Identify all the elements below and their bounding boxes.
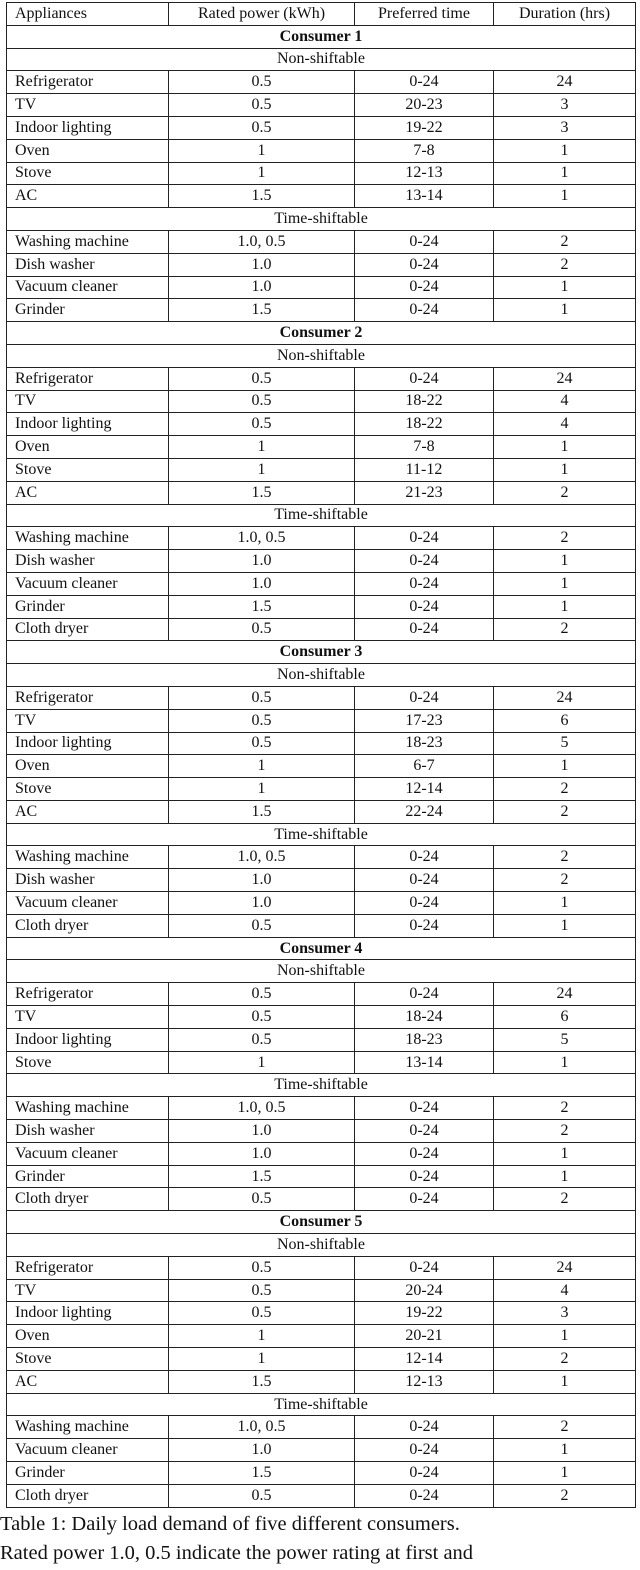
rated-power-cell: 0.5 [169, 1279, 355, 1302]
table-row [7, 869, 636, 892]
appliance-cell: Grinder [7, 1165, 169, 1188]
appliance-cell: TV [7, 1279, 169, 1302]
duration-cell: 1 [494, 162, 636, 185]
appliance-cell: Cloth dryer [7, 1188, 169, 1211]
table-row [7, 755, 636, 778]
appliance-cell: Washing machine [7, 846, 169, 869]
appliance-cell: Stove [7, 1051, 169, 1074]
appliance-cell: Cloth dryer [7, 618, 169, 641]
rated-power-cell: 1 [169, 139, 355, 162]
group-row [7, 208, 636, 231]
duration-cell: 3 [494, 94, 636, 117]
rated-power-cell: 1.5 [169, 1165, 355, 1188]
preferred-time-cell: 17-23 [355, 709, 494, 732]
group-row [7, 960, 636, 983]
preferred-time-cell: 20-23 [355, 94, 494, 117]
table-row [7, 800, 636, 823]
rated-power-cell: 1.0, 0.5 [169, 846, 355, 869]
preferred-time-cell: 18-23 [355, 732, 494, 755]
duration-cell: 3 [494, 116, 636, 139]
appliance-cell: AC [7, 800, 169, 823]
table-row [7, 709, 636, 732]
rated-power-cell: 1.0 [169, 869, 355, 892]
rated-power-cell: 1.5 [169, 185, 355, 208]
duration-cell: 24 [494, 1256, 636, 1279]
appliance-cell: Indoor lighting [7, 413, 169, 436]
duration-cell: 2 [494, 481, 636, 504]
preferred-time-cell: 0-24 [355, 230, 494, 253]
preferred-time-cell: 13-14 [355, 1051, 494, 1074]
preferred-time-cell: 0-24 [355, 550, 494, 573]
consumer-row [7, 641, 636, 664]
consumer-title: Consumer 5 [7, 1211, 636, 1234]
appliance-cell: AC [7, 185, 169, 208]
table-row [7, 618, 636, 641]
table-row [7, 595, 636, 618]
duration-cell: 4 [494, 390, 636, 413]
preferred-time-cell: 0-24 [355, 1097, 494, 1120]
preferred-time-cell: 0-24 [355, 1484, 494, 1507]
appliance-cell: Refrigerator [7, 367, 169, 390]
appliance-cell: Refrigerator [7, 71, 169, 94]
group-label: Non-shiftable [7, 960, 636, 983]
duration-cell: 1 [494, 1051, 636, 1074]
group-label: Time-shiftable [7, 1074, 636, 1097]
rated-power-cell: 0.5 [169, 1302, 355, 1325]
appliance-cell: Stove [7, 458, 169, 481]
consumer-row [7, 322, 636, 345]
duration-cell: 6 [494, 709, 636, 732]
appliance-cell: TV [7, 1006, 169, 1029]
table-row [7, 527, 636, 550]
duration-cell: 6 [494, 1006, 636, 1029]
duration-cell: 2 [494, 1348, 636, 1371]
appliance-cell: Cloth dryer [7, 914, 169, 937]
preferred-time-cell: 0-24 [355, 1142, 494, 1165]
appliance-cell: Vacuum cleaner [7, 892, 169, 915]
preferred-time-cell: 0-24 [355, 618, 494, 641]
group-label: Non-shiftable [7, 664, 636, 687]
preferred-time-cell: 18-22 [355, 413, 494, 436]
preferred-time-cell: 7-8 [355, 139, 494, 162]
duration-cell: 1 [494, 1370, 636, 1393]
table-row [7, 1006, 636, 1029]
preferred-time-cell: 0-24 [355, 1462, 494, 1485]
table-row [7, 1142, 636, 1165]
duration-cell: 1 [494, 436, 636, 459]
table-row [7, 116, 636, 139]
consumer-title: Consumer 1 [7, 25, 636, 48]
column-header: Duration (hrs) [494, 3, 636, 26]
rated-power-cell: 0.5 [169, 1484, 355, 1507]
preferred-time-cell: 19-22 [355, 116, 494, 139]
preferred-time-cell: 0-24 [355, 983, 494, 1006]
duration-cell: 2 [494, 869, 636, 892]
rated-power-cell: 0.5 [169, 1028, 355, 1051]
duration-cell: 2 [494, 618, 636, 641]
duration-cell: 1 [494, 1439, 636, 1462]
table-row [7, 1120, 636, 1143]
consumer-title: Consumer 2 [7, 322, 636, 345]
appliance-cell: Refrigerator [7, 1256, 169, 1279]
preferred-time-cell: 0-24 [355, 869, 494, 892]
group-row [7, 664, 636, 687]
group-row [7, 1074, 636, 1097]
table-row [7, 481, 636, 504]
rated-power-cell: 0.5 [169, 686, 355, 709]
table-row [7, 367, 636, 390]
table-row [7, 1325, 636, 1348]
column-header: Appliances [7, 3, 169, 26]
rated-power-cell: 0.5 [169, 1256, 355, 1279]
rated-power-cell: 0.5 [169, 618, 355, 641]
rated-power-cell: 1 [169, 458, 355, 481]
duration-cell: 1 [494, 550, 636, 573]
duration-cell: 5 [494, 732, 636, 755]
group-label: Time-shiftable [7, 208, 636, 231]
preferred-time-cell: 0-24 [355, 527, 494, 550]
rated-power-cell: 0.5 [169, 914, 355, 937]
appliance-cell: Oven [7, 139, 169, 162]
rated-power-cell: 0.5 [169, 116, 355, 139]
group-row [7, 1234, 636, 1257]
preferred-time-cell: 0-24 [355, 276, 494, 299]
rated-power-cell: 0.5 [169, 413, 355, 436]
group-row [7, 504, 636, 527]
appliance-cell: Grinder [7, 1462, 169, 1485]
table-row [7, 983, 636, 1006]
duration-cell: 1 [494, 1165, 636, 1188]
table-row [7, 846, 636, 869]
table-row [7, 686, 636, 709]
consumer-title: Consumer 3 [7, 641, 636, 664]
appliance-cell: Stove [7, 778, 169, 801]
duration-cell: 1 [494, 276, 636, 299]
duration-cell: 24 [494, 71, 636, 94]
duration-cell: 4 [494, 413, 636, 436]
rated-power-cell: 0.5 [169, 367, 355, 390]
rated-power-cell: 0.5 [169, 71, 355, 94]
rated-power-cell: 1.0 [169, 1120, 355, 1143]
rated-power-cell: 1.0 [169, 1142, 355, 1165]
preferred-time-cell: 0-24 [355, 914, 494, 937]
table-row [7, 299, 636, 322]
table-row [7, 1484, 636, 1507]
duration-cell: 2 [494, 1120, 636, 1143]
appliance-cell: Indoor lighting [7, 732, 169, 755]
duration-cell: 3 [494, 1302, 636, 1325]
rated-power-cell: 1.0, 0.5 [169, 1416, 355, 1439]
appliance-cell: Refrigerator [7, 983, 169, 1006]
table-row [7, 914, 636, 937]
duration-cell: 4 [494, 1279, 636, 1302]
duration-cell: 2 [494, 527, 636, 550]
rated-power-cell: 1.0, 0.5 [169, 230, 355, 253]
table-row [7, 1348, 636, 1371]
duration-cell: 1 [494, 1325, 636, 1348]
rated-power-cell: 0.5 [169, 1006, 355, 1029]
table-row [7, 1302, 636, 1325]
appliance-cell: TV [7, 390, 169, 413]
preferred-time-cell: 7-8 [355, 436, 494, 459]
preferred-time-cell: 0-24 [355, 299, 494, 322]
appliance-cell: Oven [7, 1325, 169, 1348]
duration-cell: 1 [494, 1142, 636, 1165]
caption-line-1: Table 1: Daily load demand of five different consumers. [0, 1513, 460, 1535]
table-row [7, 1188, 636, 1211]
group-label: Non-shiftable [7, 344, 636, 367]
appliance-cell: Washing machine [7, 527, 169, 550]
preferred-time-cell: 18-23 [355, 1028, 494, 1051]
header-row [7, 3, 636, 26]
rated-power-cell: 1.0 [169, 892, 355, 915]
appliance-cell: Oven [7, 436, 169, 459]
appliance-cell: Dish washer [7, 253, 169, 276]
appliance-cell: TV [7, 709, 169, 732]
rated-power-cell: 1.5 [169, 595, 355, 618]
rated-power-cell: 1.5 [169, 299, 355, 322]
consumer-row [7, 25, 636, 48]
duration-cell: 1 [494, 299, 636, 322]
table-row [7, 139, 636, 162]
table-row [7, 1279, 636, 1302]
duration-cell: 1 [494, 185, 636, 208]
table-row [7, 1439, 636, 1462]
preferred-time-cell: 12-13 [355, 1370, 494, 1393]
consumer-row [7, 937, 636, 960]
appliance-cell: Indoor lighting [7, 1302, 169, 1325]
appliance-cell: Dish washer [7, 869, 169, 892]
appliance-cell: Cloth dryer [7, 1484, 169, 1507]
preferred-time-cell: 0-24 [355, 1188, 494, 1211]
rated-power-cell: 1.0 [169, 1439, 355, 1462]
group-label: Time-shiftable [7, 1393, 636, 1416]
rated-power-cell: 1.5 [169, 1462, 355, 1485]
duration-cell: 5 [494, 1028, 636, 1051]
duration-cell: 24 [494, 983, 636, 1006]
duration-cell: 1 [494, 1462, 636, 1485]
table-row [7, 1256, 636, 1279]
duration-cell: 2 [494, 846, 636, 869]
duration-cell: 2 [494, 1416, 636, 1439]
preferred-time-cell: 6-7 [355, 755, 494, 778]
duration-cell: 1 [494, 595, 636, 618]
table-row [7, 413, 636, 436]
table-row [7, 230, 636, 253]
table-row [7, 572, 636, 595]
rated-power-cell: 0.5 [169, 709, 355, 732]
preferred-time-cell: 12-14 [355, 778, 494, 801]
group-label: Time-shiftable [7, 823, 636, 846]
group-row [7, 823, 636, 846]
duration-cell: 2 [494, 230, 636, 253]
duration-cell: 2 [494, 1097, 636, 1120]
appliance-cell: Vacuum cleaner [7, 572, 169, 595]
preferred-time-cell: 19-22 [355, 1302, 494, 1325]
preferred-time-cell: 0-24 [355, 892, 494, 915]
appliance-cell: Stove [7, 1348, 169, 1371]
table-row [7, 162, 636, 185]
preferred-time-cell: 20-21 [355, 1325, 494, 1348]
duration-cell: 1 [494, 892, 636, 915]
duration-cell: 1 [494, 572, 636, 595]
appliance-cell: Grinder [7, 299, 169, 322]
group-row [7, 344, 636, 367]
duration-cell: 2 [494, 1484, 636, 1507]
table-row [7, 1028, 636, 1051]
rated-power-cell: 1.0, 0.5 [169, 1097, 355, 1120]
table-row [7, 253, 636, 276]
duration-cell: 2 [494, 1188, 636, 1211]
rated-power-cell: 1.0 [169, 572, 355, 595]
rated-power-cell: 1.0, 0.5 [169, 527, 355, 550]
appliance-cell: AC [7, 1370, 169, 1393]
preferred-time-cell: 0-24 [355, 71, 494, 94]
group-label: Time-shiftable [7, 504, 636, 527]
rated-power-cell: 1 [169, 1325, 355, 1348]
rated-power-cell: 1 [169, 162, 355, 185]
appliance-cell: Grinder [7, 595, 169, 618]
appliance-cell: Washing machine [7, 1416, 169, 1439]
rated-power-cell: 1 [169, 755, 355, 778]
duration-cell: 24 [494, 686, 636, 709]
preferred-time-cell: 0-24 [355, 1439, 494, 1462]
appliance-cell: Indoor lighting [7, 116, 169, 139]
appliance-cell: AC [7, 481, 169, 504]
consumer-row [7, 1211, 636, 1234]
duration-cell: 1 [494, 139, 636, 162]
table-row [7, 1165, 636, 1188]
appliance-cell: Dish washer [7, 1120, 169, 1143]
table-caption [0, 1510, 640, 1568]
group-label: Non-shiftable [7, 48, 636, 71]
preferred-time-cell: 0-24 [355, 1165, 494, 1188]
appliance-cell: TV [7, 94, 169, 117]
duration-cell: 1 [494, 458, 636, 481]
appliance-cell: Indoor lighting [7, 1028, 169, 1051]
table-row [7, 185, 636, 208]
table-row [7, 1051, 636, 1074]
duration-cell: 2 [494, 253, 636, 276]
rated-power-cell: 0.5 [169, 1188, 355, 1211]
table-row [7, 436, 636, 459]
rated-power-cell: 0.5 [169, 390, 355, 413]
table-body [7, 3, 636, 1508]
rated-power-cell: 1 [169, 1348, 355, 1371]
appliance-cell: Vacuum cleaner [7, 276, 169, 299]
table-row [7, 390, 636, 413]
preferred-time-cell: 0-24 [355, 1120, 494, 1143]
duration-cell: 24 [494, 367, 636, 390]
table-row [7, 892, 636, 915]
preferred-time-cell: 0-24 [355, 367, 494, 390]
rated-power-cell: 1.0 [169, 253, 355, 276]
appliance-cell: Dish washer [7, 550, 169, 573]
preferred-time-cell: 22-24 [355, 800, 494, 823]
appliance-cell: Washing machine [7, 230, 169, 253]
rated-power-cell: 1.5 [169, 800, 355, 823]
appliance-cell: Refrigerator [7, 686, 169, 709]
preferred-time-cell: 12-14 [355, 1348, 494, 1371]
preferred-time-cell: 18-24 [355, 1006, 494, 1029]
column-header: Preferred time [355, 3, 494, 26]
rated-power-cell: 1.0 [169, 550, 355, 573]
appliance-cell: Oven [7, 755, 169, 778]
preferred-time-cell: 0-24 [355, 846, 494, 869]
rated-power-cell: 0.5 [169, 732, 355, 755]
group-row [7, 48, 636, 71]
duration-cell: 1 [494, 914, 636, 937]
caption-line-2: Rated power 1.0, 0.5 indicate the power rating at first and [0, 1542, 474, 1564]
duration-cell: 1 [494, 755, 636, 778]
table-row [7, 1462, 636, 1485]
rated-power-cell: 1 [169, 436, 355, 459]
table-row [7, 732, 636, 755]
table-row [7, 778, 636, 801]
preferred-time-cell: 12-13 [355, 162, 494, 185]
table-row [7, 94, 636, 117]
column-header: Rated power (kWh) [169, 3, 355, 26]
preferred-time-cell: 0-24 [355, 686, 494, 709]
rated-power-cell: 1.5 [169, 1370, 355, 1393]
rated-power-cell: 1.5 [169, 481, 355, 504]
table-row [7, 1097, 636, 1120]
table-row [7, 71, 636, 94]
duration-cell: 2 [494, 800, 636, 823]
appliance-cell: Washing machine [7, 1097, 169, 1120]
group-row [7, 1393, 636, 1416]
preferred-time-cell: 0-24 [355, 1416, 494, 1439]
table-row [7, 276, 636, 299]
group-label: Non-shiftable [7, 1234, 636, 1257]
rated-power-cell: 1.0 [169, 276, 355, 299]
table-row [7, 1416, 636, 1439]
preferred-time-cell: 20-24 [355, 1279, 494, 1302]
appliance-cell: Vacuum cleaner [7, 1439, 169, 1462]
preferred-time-cell: 21-23 [355, 481, 494, 504]
rated-power-cell: 1 [169, 1051, 355, 1074]
load-demand-table [6, 2, 636, 1508]
rated-power-cell: 0.5 [169, 983, 355, 1006]
preferred-time-cell: 0-24 [355, 595, 494, 618]
preferred-time-cell: 13-14 [355, 185, 494, 208]
preferred-time-cell: 0-24 [355, 572, 494, 595]
appliance-cell: Vacuum cleaner [7, 1142, 169, 1165]
table-row [7, 458, 636, 481]
rated-power-cell: 0.5 [169, 94, 355, 117]
preferred-time-cell: 0-24 [355, 253, 494, 276]
consumer-title: Consumer 4 [7, 937, 636, 960]
preferred-time-cell: 0-24 [355, 1256, 494, 1279]
duration-cell: 2 [494, 778, 636, 801]
preferred-time-cell: 18-22 [355, 390, 494, 413]
preferred-time-cell: 11-12 [355, 458, 494, 481]
table-row [7, 1370, 636, 1393]
rated-power-cell: 1 [169, 778, 355, 801]
appliance-cell: Stove [7, 162, 169, 185]
table-row [7, 550, 636, 573]
